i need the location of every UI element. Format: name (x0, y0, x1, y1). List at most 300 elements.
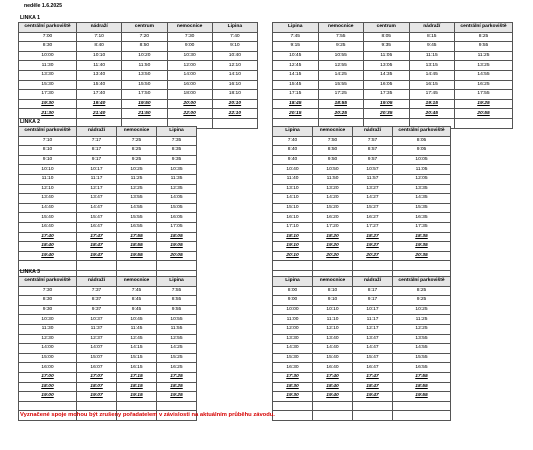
departure-time (117, 401, 157, 411)
departure-time: 10:00 (273, 305, 313, 315)
table-row (19, 296, 197, 306)
departure-time (157, 261, 197, 271)
departure-time (393, 261, 451, 271)
departure-time: 8:00 (273, 286, 313, 296)
header-row (273, 23, 513, 33)
table-row (273, 42, 513, 52)
departure-time: 10:10 (19, 165, 77, 175)
departure-time: 9:25 (318, 42, 364, 52)
table-row (273, 334, 451, 344)
departure-time: 12:10 (313, 324, 353, 334)
departure-time: 10:45 (273, 51, 319, 61)
departure-time: 19:30 (19, 99, 77, 109)
departure-time: 7:25 (117, 136, 157, 146)
departure-time: 8:50 (122, 42, 167, 52)
departure-time: 13:40 (19, 194, 77, 204)
departure-time: 18:20 (313, 232, 353, 242)
departure-time: 10:45 (117, 315, 157, 325)
departure-time: 8:10 (313, 286, 353, 296)
departure-time: 7:50 (313, 136, 353, 146)
departure-time: 18:35 (393, 232, 451, 242)
table-row (19, 203, 197, 213)
departure-time: 13:40 (313, 334, 353, 344)
departure-time: 10:17 (353, 305, 393, 315)
departure-time: 21:50 (122, 109, 167, 119)
departure-time: 12:25 (393, 324, 451, 334)
departure-time: 7:30 (167, 32, 212, 42)
departure-time: 15:30 (19, 80, 77, 90)
departure-time: 7:10 (19, 136, 77, 146)
departure-time: 14:25 (318, 70, 364, 80)
departure-time (212, 118, 257, 128)
departure-time: 11:25 (117, 174, 157, 184)
departure-time (353, 261, 393, 271)
stop-header: centrální parkoviště (19, 23, 77, 33)
departure-time: 8:25 (393, 286, 451, 296)
departure-time: 9:00 (167, 42, 212, 52)
departure-time: 8:57 (353, 146, 393, 156)
departure-time: 20:55 (455, 109, 513, 119)
stop-header: nádraží (77, 23, 122, 33)
table-row (19, 261, 197, 271)
departure-time: 9:40 (273, 155, 313, 165)
departure-time (117, 261, 157, 271)
table-row (273, 353, 451, 363)
departure-time: 11:35 (157, 174, 197, 184)
departure-time: 9:00 (273, 296, 313, 306)
departure-time: 8:40 (77, 42, 122, 52)
table-row (273, 165, 451, 175)
departure-time: 21:30 (19, 109, 77, 119)
departure-time: 9:45 (409, 42, 455, 52)
departure-time: 7:30 (19, 286, 77, 296)
table-row (19, 136, 197, 146)
departure-time: 17:55 (393, 372, 451, 382)
line-2-title: LINKA 2 (20, 119, 40, 125)
departure-time: 17:40 (313, 372, 353, 382)
departure-time: 18:45 (273, 99, 319, 109)
schedule-date: neděle 1.6.2025 (24, 3, 63, 9)
departure-time: 8:37 (77, 296, 117, 306)
table-row (19, 363, 197, 373)
table-row (19, 251, 197, 261)
departure-time: 14:47 (353, 344, 393, 354)
departure-time: 8:30 (19, 42, 77, 52)
departure-time: 15:40 (77, 80, 122, 90)
stop-header: centrální parkoviště (393, 277, 451, 287)
departure-time: 10:55 (318, 51, 364, 61)
departure-time: 13:10 (273, 184, 313, 194)
departure-time: 12:10 (19, 184, 77, 194)
departure-time: 19:47 (353, 392, 393, 402)
table-row (273, 411, 451, 421)
departure-time: 9:15 (273, 42, 319, 52)
table-row (19, 90, 258, 100)
table-row (19, 344, 197, 354)
table-row (273, 70, 513, 80)
stop-header: centrální parkoviště (393, 127, 451, 137)
table-row (273, 363, 451, 373)
table-row (19, 286, 197, 296)
departure-time: 18:05 (157, 232, 197, 242)
table-row (19, 305, 197, 315)
departure-time: 15:35 (393, 203, 451, 213)
departure-time: 13:05 (364, 61, 410, 71)
departure-time: 12:55 (318, 61, 364, 71)
departure-time: 7:37 (77, 286, 117, 296)
departure-time: 11:40 (77, 61, 122, 71)
table-row (273, 109, 513, 119)
departure-time: 9:30 (19, 305, 77, 315)
stop-header: centrální parkoviště (455, 23, 513, 33)
departure-time: 7:40 (273, 136, 313, 146)
departure-time: 17:27 (353, 222, 393, 232)
table-row (273, 242, 451, 252)
departure-time: 12:17 (77, 184, 117, 194)
departure-time: 14:47 (77, 203, 117, 213)
table-row (19, 382, 197, 392)
departure-time: 17:47 (353, 372, 393, 382)
table-row (19, 174, 197, 184)
departure-time: 8:25 (455, 32, 513, 42)
departure-time: 15:47 (77, 213, 117, 223)
departure-time: 18:10 (212, 90, 257, 100)
departure-time: 12:45 (117, 334, 157, 344)
stop-header: Lipina (157, 277, 197, 287)
departure-time: 19:25 (157, 392, 197, 402)
departure-time: 9:05 (393, 146, 451, 156)
stop-header: nemocnice (117, 277, 157, 287)
departure-time: 15:45 (273, 80, 319, 90)
departure-time: 10:40 (212, 51, 257, 61)
departure-time: 16:10 (212, 80, 257, 90)
departure-time: 15:40 (19, 213, 77, 223)
line-1-return-table (272, 22, 513, 129)
departure-time: 9:45 (117, 305, 157, 315)
departure-time: 19:35 (393, 242, 451, 252)
table-row (19, 353, 197, 363)
departure-time: 15:10 (273, 203, 313, 213)
table-row (273, 315, 451, 325)
departure-time: 20:15 (273, 109, 319, 119)
stop-header: centrum (122, 23, 167, 33)
departure-time: 7:40 (212, 32, 257, 42)
departure-time (273, 411, 313, 421)
departure-time: 14:15 (117, 344, 157, 354)
departure-time: 8:05 (364, 32, 410, 42)
departure-time: 11:50 (313, 174, 353, 184)
departure-time: 16:40 (313, 363, 353, 373)
departure-time: 18:25 (157, 382, 197, 392)
departure-time (77, 401, 117, 411)
table-row (273, 392, 451, 402)
departure-time: 17:45 (409, 90, 455, 100)
departure-time: 13:15 (409, 61, 455, 71)
departure-time: 15:40 (313, 353, 353, 363)
departure-time: 13:20 (313, 184, 353, 194)
departure-time: 15:55 (393, 353, 451, 363)
departure-time: 13:35 (393, 184, 451, 194)
departure-time: 9:25 (117, 155, 157, 165)
table-row (19, 109, 258, 119)
departure-time: 16:15 (117, 363, 157, 373)
departure-time: 11:17 (353, 315, 393, 325)
stop-header: centrum (364, 23, 410, 33)
departure-time: 9:25 (393, 296, 451, 306)
departure-time: 20:35 (393, 251, 451, 261)
table-row (19, 51, 258, 61)
departure-time: 11:25 (455, 51, 513, 61)
departure-time: 15:50 (122, 80, 167, 90)
departure-time: 19:20 (313, 242, 353, 252)
departure-time: 7:45 (117, 286, 157, 296)
departure-time: 20:35 (364, 109, 410, 119)
departure-time: 16:47 (353, 363, 393, 373)
stop-header: nemocnice (318, 23, 364, 33)
stop-header: nemocnice (117, 127, 157, 137)
departure-time: 12:45 (273, 61, 319, 71)
header-row (273, 127, 451, 137)
departure-time: 10:37 (77, 315, 117, 325)
departure-time: 8:50 (313, 146, 353, 156)
table-row (19, 242, 197, 252)
departure-time: 8:35 (157, 146, 197, 156)
departure-time: 7:55 (318, 32, 364, 42)
departure-time: 11:40 (273, 174, 313, 184)
table-row (273, 194, 451, 204)
departure-time: 17:25 (157, 372, 197, 382)
departure-time: 7:20 (122, 32, 167, 42)
departure-time: 11:17 (77, 174, 117, 184)
departure-time: 8:55 (157, 296, 197, 306)
departure-time: 8:17 (353, 286, 393, 296)
table-row (19, 70, 258, 80)
departure-time: 11:10 (19, 174, 77, 184)
departure-time: 18:00 (19, 382, 77, 392)
departure-time (393, 411, 451, 421)
departure-time: 14:20 (313, 194, 353, 204)
departure-time: 16:40 (19, 222, 77, 232)
departure-time: 14:40 (19, 203, 77, 213)
departure-time: 14:00 (167, 70, 212, 80)
stop-header: nádraží (77, 277, 117, 287)
table-row (273, 344, 451, 354)
departure-time: 18:07 (77, 382, 117, 392)
table-row (19, 42, 258, 52)
departure-time: 14:45 (409, 70, 455, 80)
table-row (273, 146, 451, 156)
departure-time: 10:40 (273, 165, 313, 175)
departure-time: 7:45 (273, 32, 319, 42)
departure-time: 12:30 (19, 334, 77, 344)
departure-time: 17:55 (117, 232, 157, 242)
table-row (273, 382, 451, 392)
departure-time: 18:00 (167, 90, 212, 100)
departure-time: 17:50 (122, 90, 167, 100)
departure-time (273, 401, 313, 411)
departure-time (353, 411, 393, 421)
stop-header: nemocnice (167, 23, 212, 33)
departure-time: 8:40 (273, 146, 313, 156)
departure-time: 9:55 (157, 305, 197, 315)
departure-time: 10:55 (157, 315, 197, 325)
departure-time: 15:55 (117, 213, 157, 223)
departure-time (157, 401, 197, 411)
departure-time: 20:45 (409, 109, 455, 119)
departure-time: 20:10 (273, 251, 313, 261)
departure-time: 15:15 (117, 353, 157, 363)
departure-time: 11:55 (157, 324, 197, 334)
departure-time: 13:27 (353, 184, 393, 194)
departure-time: 11:00 (273, 315, 313, 325)
departure-time: 13:40 (77, 70, 122, 80)
departure-time: 15:47 (353, 353, 393, 363)
departure-time: 14:30 (273, 344, 313, 354)
departure-time: 8:15 (409, 32, 455, 42)
table-row (273, 232, 451, 242)
table-row (273, 401, 451, 411)
departure-time: 18:55 (318, 99, 364, 109)
departure-time: 12:37 (77, 334, 117, 344)
departure-time: 17:05 (157, 222, 197, 232)
header-row (19, 23, 258, 33)
departure-time: 13:50 (122, 70, 167, 80)
departure-time: 17:30 (273, 372, 313, 382)
line-3-return-table (272, 276, 451, 421)
departure-time: 18:47 (77, 242, 117, 252)
departure-time: 14:25 (157, 344, 197, 354)
departure-time: 15:27 (353, 203, 393, 213)
departure-time (313, 401, 353, 411)
departure-time: 9:35 (364, 42, 410, 52)
departure-time: 17:30 (19, 90, 77, 100)
departure-time: 19:40 (77, 99, 122, 109)
departure-time: 19:50 (122, 99, 167, 109)
departure-time: 19:15 (409, 99, 455, 109)
table-row (19, 184, 197, 194)
departure-time: 18:55 (393, 382, 451, 392)
line-2-return-table (272, 126, 451, 281)
table-row (19, 61, 258, 71)
departure-time: 16:00 (167, 80, 212, 90)
departure-time: 16:27 (353, 213, 393, 223)
departure-time: 14:05 (157, 194, 197, 204)
departure-time: 16:07 (77, 363, 117, 373)
departure-time: 18:40 (19, 242, 77, 252)
line-3-outbound-table (18, 276, 197, 421)
departure-time: 20:27 (353, 251, 393, 261)
table-row (19, 99, 258, 109)
departure-time: 9:55 (455, 42, 513, 52)
departure-time: 7:55 (157, 286, 197, 296)
departure-time: 11:05 (364, 51, 410, 61)
departure-time: 13:55 (393, 334, 451, 344)
table-row (19, 146, 197, 156)
departure-time: 19:40 (19, 251, 77, 261)
departure-time (313, 411, 353, 421)
departure-time: 16:15 (409, 80, 455, 90)
table-row (19, 232, 197, 242)
departure-time: 20:10 (212, 99, 257, 109)
departure-time (353, 401, 393, 411)
departure-time: 17:00 (19, 372, 77, 382)
departure-time: 14:27 (353, 194, 393, 204)
departure-time: 9:10 (212, 42, 257, 52)
table-row (273, 99, 513, 109)
departure-time: 10:17 (77, 165, 117, 175)
departure-time: 14:10 (273, 194, 313, 204)
departure-time: 22:10 (212, 109, 257, 119)
header-row (19, 127, 197, 137)
departure-time: 14:55 (393, 344, 451, 354)
table-row (19, 334, 197, 344)
departure-time: 12:17 (353, 324, 393, 334)
table-row (273, 203, 451, 213)
departure-time: 11:30 (19, 324, 77, 334)
departure-time: 14:00 (19, 344, 77, 354)
departure-time: 11:50 (122, 61, 167, 71)
departure-time: 10:30 (167, 51, 212, 61)
departure-time: 19:05 (157, 242, 197, 252)
line-2-outbound-table (18, 126, 197, 281)
departure-time: 20:00 (167, 99, 212, 109)
departure-time: 13:47 (77, 194, 117, 204)
departure-time: 17:35 (393, 222, 451, 232)
departure-time: 11:45 (117, 324, 157, 334)
table-row (273, 286, 451, 296)
table-row (19, 80, 258, 90)
departure-time: 19:00 (19, 392, 77, 402)
departure-time: 14:35 (364, 70, 410, 80)
table-row (273, 296, 451, 306)
departure-time: 10:10 (313, 305, 353, 315)
departure-time: 19:55 (393, 392, 451, 402)
stop-header: centrální parkoviště (19, 277, 77, 287)
departure-time: 9:17 (77, 155, 117, 165)
departure-time: 14:40 (313, 344, 353, 354)
departure-time (19, 401, 77, 411)
stop-header: Lipina (273, 277, 313, 287)
departure-time: 19:55 (117, 251, 157, 261)
table-row (19, 372, 197, 382)
stop-header: nádraží (409, 23, 455, 33)
departure-time: 15:30 (273, 353, 313, 363)
table-row (273, 80, 513, 90)
departure-time: 11:25 (393, 315, 451, 325)
stop-header: Lipina (157, 127, 197, 137)
table-row (273, 222, 451, 232)
stop-header: Lipina (212, 23, 257, 33)
stop-header: nádraží (353, 277, 393, 287)
departure-time: 10:30 (19, 315, 77, 325)
departure-time: 16:20 (313, 213, 353, 223)
departure-time: 13:30 (19, 70, 77, 80)
line-1-outbound-table (18, 22, 258, 129)
departure-time: 20:20 (313, 251, 353, 261)
table-row (273, 174, 451, 184)
departure-time: 20:25 (318, 109, 364, 119)
table-row (19, 392, 197, 402)
table-row (273, 213, 451, 223)
table-row (273, 136, 451, 146)
departure-time: 7:17 (77, 136, 117, 146)
departure-time (393, 401, 451, 411)
departure-time: 12:55 (157, 334, 197, 344)
departure-time: 16:30 (273, 363, 313, 373)
departure-time: 19:47 (77, 251, 117, 261)
departure-time: 10:00 (19, 51, 77, 61)
departure-time (273, 261, 313, 271)
